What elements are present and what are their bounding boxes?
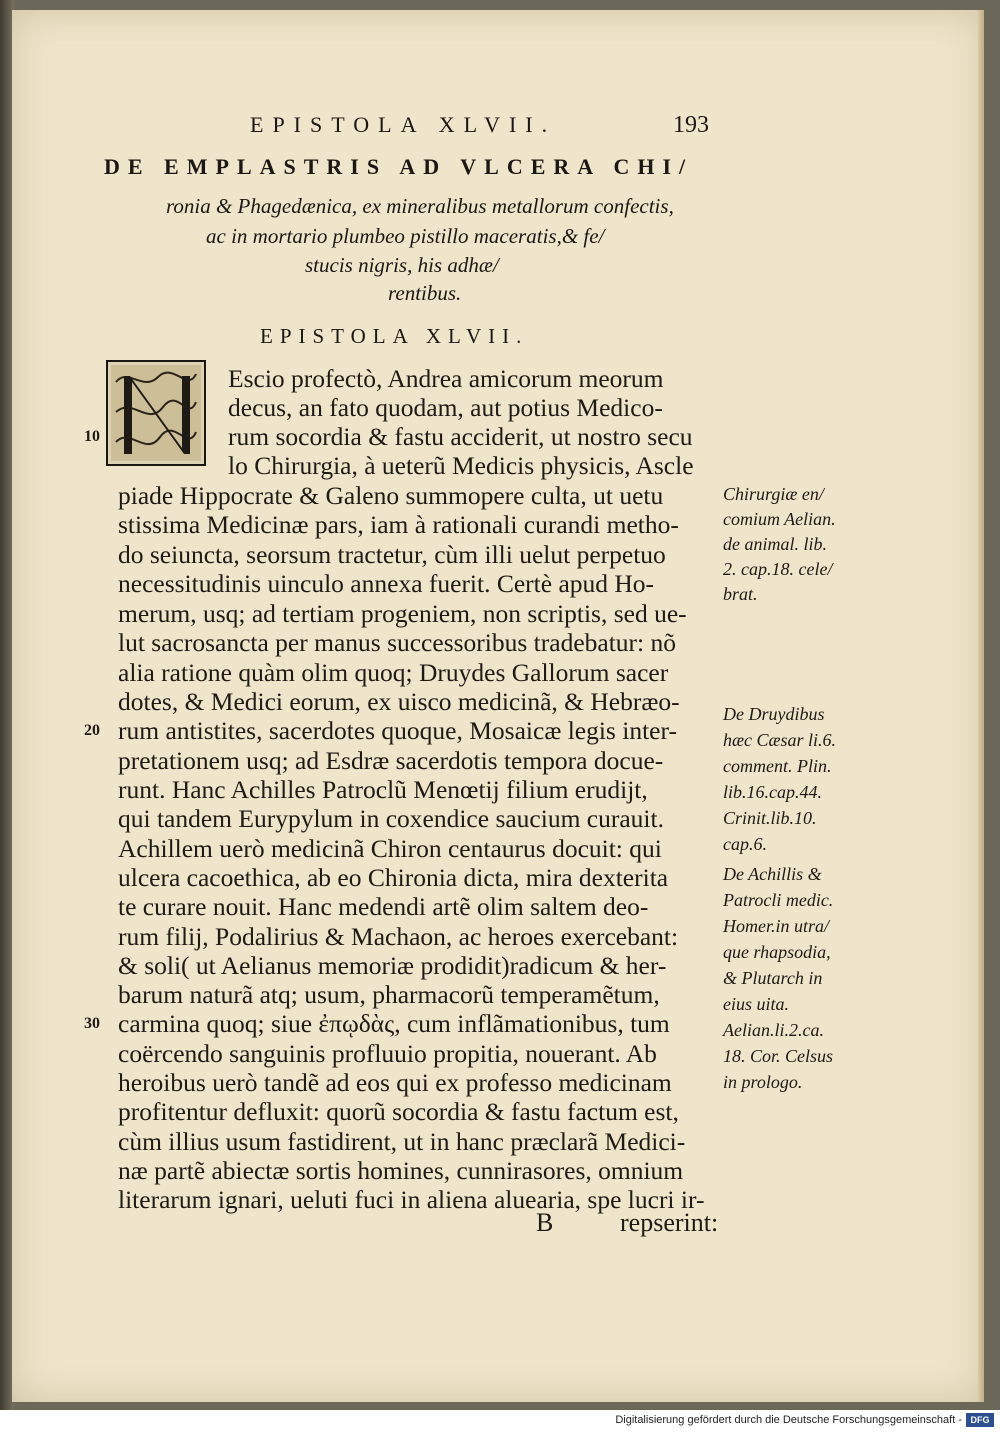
epistle-heading: EPISTOLA XLVII.	[260, 324, 529, 348]
body-line-9: merum, usq; ad tertiam progeniem, non scriptis, sed ue-	[118, 599, 687, 628]
body-line-26: profitentur defluxit: quorũ socordia & fastu factum est,	[118, 1097, 679, 1126]
body-line-2: decus, an fato quodam, aut potius Medico-	[228, 393, 663, 422]
margin-note-13: Patrocli medic.	[723, 890, 834, 910]
margin-note-18: Aelian.li.2.ca.	[723, 1020, 824, 1040]
body-line-19: te curare nouit. Hanc medendi artẽ olim saltem deo-	[118, 892, 649, 921]
body-line-23: carmina quoq; siue ἐπῳδὰς, cum inflãmationibus, tum	[118, 1009, 670, 1038]
margin-note-11: cap.6.	[723, 834, 767, 854]
margin-note-17: eius uita.	[723, 994, 789, 1014]
margin-note-14: Homer.in utra/	[723, 916, 830, 936]
body-line-29: literarum ignari, ueluti fuci in aliena aluearia, spe lucri ir-	[118, 1185, 705, 1214]
footer-credit: Digitalisierung gefördert durch die Deutsche Forschungsgemeinschaft -	[615, 1414, 962, 1426]
margin-note-19: 18. Cor. Celsus	[723, 1046, 834, 1066]
body-line-10: lut sacrosancta per manus successoribus tradebatur: nõ	[118, 628, 676, 657]
margin-note-6: De Druydibus	[723, 704, 825, 724]
title-line-4: stucis nigris, his adhæ/	[305, 253, 499, 277]
page-number: 193	[673, 112, 709, 138]
title-line-3: ac in mortario plumbeo pistillo maceratis,& fe/	[206, 224, 605, 248]
margin-note-3: de animal. lib.	[723, 534, 827, 554]
body-line-28: næ partẽ abiectæ sortis homines, cunnirasores, omnium	[118, 1156, 684, 1185]
body-line-21: & soli( ut Aelianus memoriæ prodidit)radicum & her-	[118, 951, 667, 980]
body-line-25: heroibus uerò tandẽ ad eos qui ex professo medicinam	[118, 1068, 672, 1097]
body-line-20: rum filij, Podalirius & Machaon, ac heroes exercebant:	[118, 922, 679, 951]
footer-bar	[0, 1410, 1000, 1432]
body-line-24: coërcendo sanguinis profluuio propitia, nouerant. Ab	[118, 1039, 657, 1068]
catchword: repserint:	[620, 1208, 719, 1237]
body-line-6: stissima Medicinæ pars, iam à rationali curandi metho-	[118, 510, 679, 539]
margin-note-16: & Plutarch in	[723, 968, 823, 988]
body-line-8: necessitudinis uinculo annexa fuerit. Certè apud Ho-	[118, 569, 655, 598]
body-line-13: rum antistites, sacerdotes quoque, Mosaicæ legis inter-	[118, 716, 677, 745]
decorated-initial-n	[106, 360, 206, 466]
margin-note-5: brat.	[723, 584, 758, 604]
body-line-27: cùm illius usum fastidirent, ut in hanc præclarã Medici-	[118, 1127, 686, 1156]
page-edge	[978, 10, 984, 1402]
margin-note-10: Crinit.lib.10.	[723, 808, 817, 828]
body-line-11: alia ratione quàm olim quoq; Druydes Gallorum sacer	[118, 658, 669, 687]
body-line-1: Escio profectò, Andrea amicorum meorum	[228, 364, 664, 393]
margin-note-7: hæc Cæsar li.6.	[723, 730, 837, 750]
body-line-14: pretationem usq; ad Esdræ sacerdotis tempora docue-	[118, 746, 664, 775]
body-line-16: qui tandem Eurypylum in coxendice saucium curauit.	[118, 804, 664, 833]
margin-note-2: comium Aelian.	[723, 509, 836, 529]
margin-note-1: Chirurgiæ en/	[723, 484, 824, 504]
body-line-22: barum naturã atq; usum, pharmacorũ temperamẽtum,	[118, 980, 660, 1009]
body-line-17: Achillem uerò medicinã Chiron centaurus docuit: qui	[118, 834, 662, 863]
body-line-3: rum socordia & fastu acciderit, ut nostro secu	[228, 422, 693, 451]
margin-note-15: que rhapsodia,	[723, 942, 831, 962]
body-line-12: dotes, & Medici eorum, ex uisco medicinã, & Hebræo-	[118, 687, 680, 716]
dfg-logo-icon: DFG	[966, 1413, 994, 1427]
margin-note-4: 2. cap.18. cele/	[723, 559, 833, 579]
title-line-5: rentibus.	[388, 281, 462, 305]
margin-note-8: comment. Plin.	[723, 756, 832, 776]
signature-mark: B	[536, 1208, 554, 1237]
body-line-5: piade Hippocrate & Galeno summopere culta, ut uetu	[118, 481, 664, 510]
margin-note-12: De Achillis &	[723, 864, 822, 884]
margin-note-20: in prologo.	[723, 1072, 803, 1092]
body-line-7: do seiuncta, seorsum tractetur, cùm illi uelut perpetuo	[118, 540, 666, 569]
line-number-10: 10	[84, 428, 100, 445]
margin-note-9: lib.16.cap.44.	[723, 782, 822, 802]
initial-n-ornament-icon	[108, 362, 204, 464]
body-line-4: lo Chirurgia, à ueterũ Medicis physicis, Ascle	[228, 451, 694, 480]
running-head: EPISTOLA XLVII.	[250, 112, 557, 137]
body-line-18: ulcera cacoethica, ab eo Chironia dicta, mira dexterita	[118, 863, 669, 892]
title-line-2: ronia & Phagedænica, ex mineralibus metallorum confectis,	[166, 194, 674, 218]
line-number-30: 30	[84, 1015, 100, 1032]
title-line-1: DE EMPLASTRIS AD VLCERA CHI/	[104, 154, 694, 179]
body-line-15: runt. Hanc Achilles Patroclũ Menœtij filium erudijt,	[118, 775, 648, 804]
line-number-20: 20	[84, 722, 100, 739]
